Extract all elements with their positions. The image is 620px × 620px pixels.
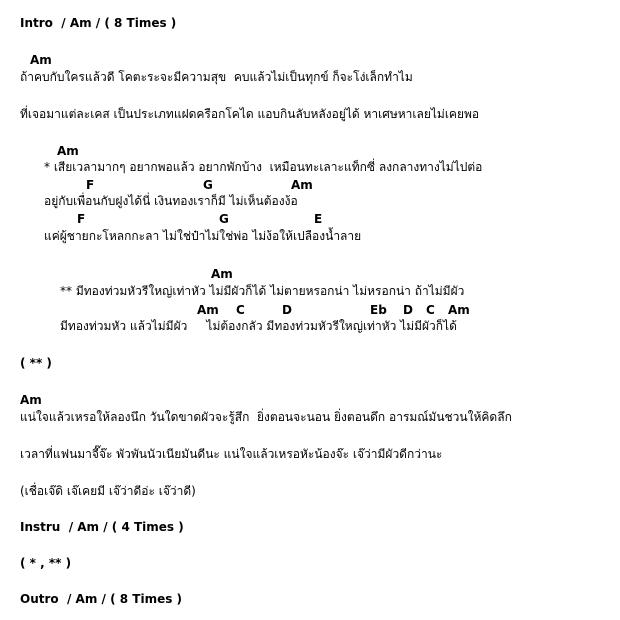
lyric-line: ที่เจอมาแต่ละเคส เป็นประเภทแฝดครือกโคได แอบกินลับหลังอยู่ได้ หาเศษหาเลยไม่เคยพอ <box>20 107 480 121</box>
chord-label: F <box>86 178 95 192</box>
repeat-marker: ( ** ) <box>20 356 52 370</box>
lyric-line: แน่ใจแล้วเหรอให้ลองนึก วันใดขาดผัวจะรู้สึก ยิ่งตอนจะนอน ยิ่งตอนดึก อารมณ์มันชวนให้คิดลึก <box>20 410 512 424</box>
chord-label: C <box>426 303 435 317</box>
instru-line: Instru / Am / ( 4 Times ) <box>20 520 184 534</box>
lyric-line: ** มีทองท่วมหัวรีใหญ่เท่าหัว ไม่มีผัวก็ได้ ไม่ตายหรอกน่า ไม่หรอกน่า ถ้าไม่มีผัว <box>60 284 465 298</box>
lyric-line: เวลาที่แฟนมาจี๊จ๊ะ พัวพันนัวเนียมันดีนะ แน่ใจแล้วเหรอหัะน้องจ๊ะ เจ๊ว่ามีผัวดีกว่านะ <box>20 447 443 461</box>
chord-label: E <box>314 212 323 226</box>
chord-label: C <box>236 303 245 317</box>
outro-line: Outro / Am / ( 8 Times ) <box>20 592 183 606</box>
chord-label: F <box>77 212 86 226</box>
lyric-line: ถ้าคบกับใครแล้วดี โคตะระจะมีความสุข คบแล้วไม่เป็นทุกข์ ก็จะโง่เล็กทำไม <box>20 70 413 84</box>
repeat-marker: ( * , ** ) <box>20 556 72 570</box>
chord-label: Am <box>197 303 219 317</box>
chord-label: D <box>403 303 413 317</box>
lyric-line: แค่ผู้ชายกะโหลกกะลา ไม่ใช่ป๋าไม่ใช่พ่อ ไม่ง้อให้เปลืองน้ำลาย <box>44 229 362 243</box>
lyric-line: อยู่กับเพื่อนกับฝูงได้นี่ เงินทองเราก็มี ไม่เห็นต้องง้อ <box>44 194 298 208</box>
chord-label: Am <box>291 178 313 192</box>
lyric-line: * เสียเวลามากๆ อยากพอแล้ว อยากพักบ้าง เหมือนทะเลาะแท็กซี่ ลงกลางทางไม่ไปต่อ <box>44 160 483 174</box>
chord-label: G <box>219 212 229 226</box>
intro-line: Intro / Am / ( 8 Times ) <box>20 16 177 30</box>
lyric-line: (เชื่อเจ๊ดิ เจ๊เคยมี เจ๊ว่าดีอ่ะ เจ๊ว่าดี) <box>20 484 196 498</box>
chord-line: Am <box>57 144 79 158</box>
chord-label: Eb <box>370 303 387 317</box>
chord-label: Am <box>211 267 233 281</box>
chord-label: D <box>282 303 292 317</box>
chord-label: G <box>203 178 213 192</box>
chord-line: Am <box>30 53 52 67</box>
chord-label: Am <box>448 303 470 317</box>
lyric-line: มีทองท่วมหัว แล้วไม่มีผัว ไม่ต้องกลัว มีทองท่วมหัวรีใหญ่เท่าหัว ไม่มีผัวก็ได้ <box>60 319 457 333</box>
chord-line: Am <box>20 393 42 407</box>
